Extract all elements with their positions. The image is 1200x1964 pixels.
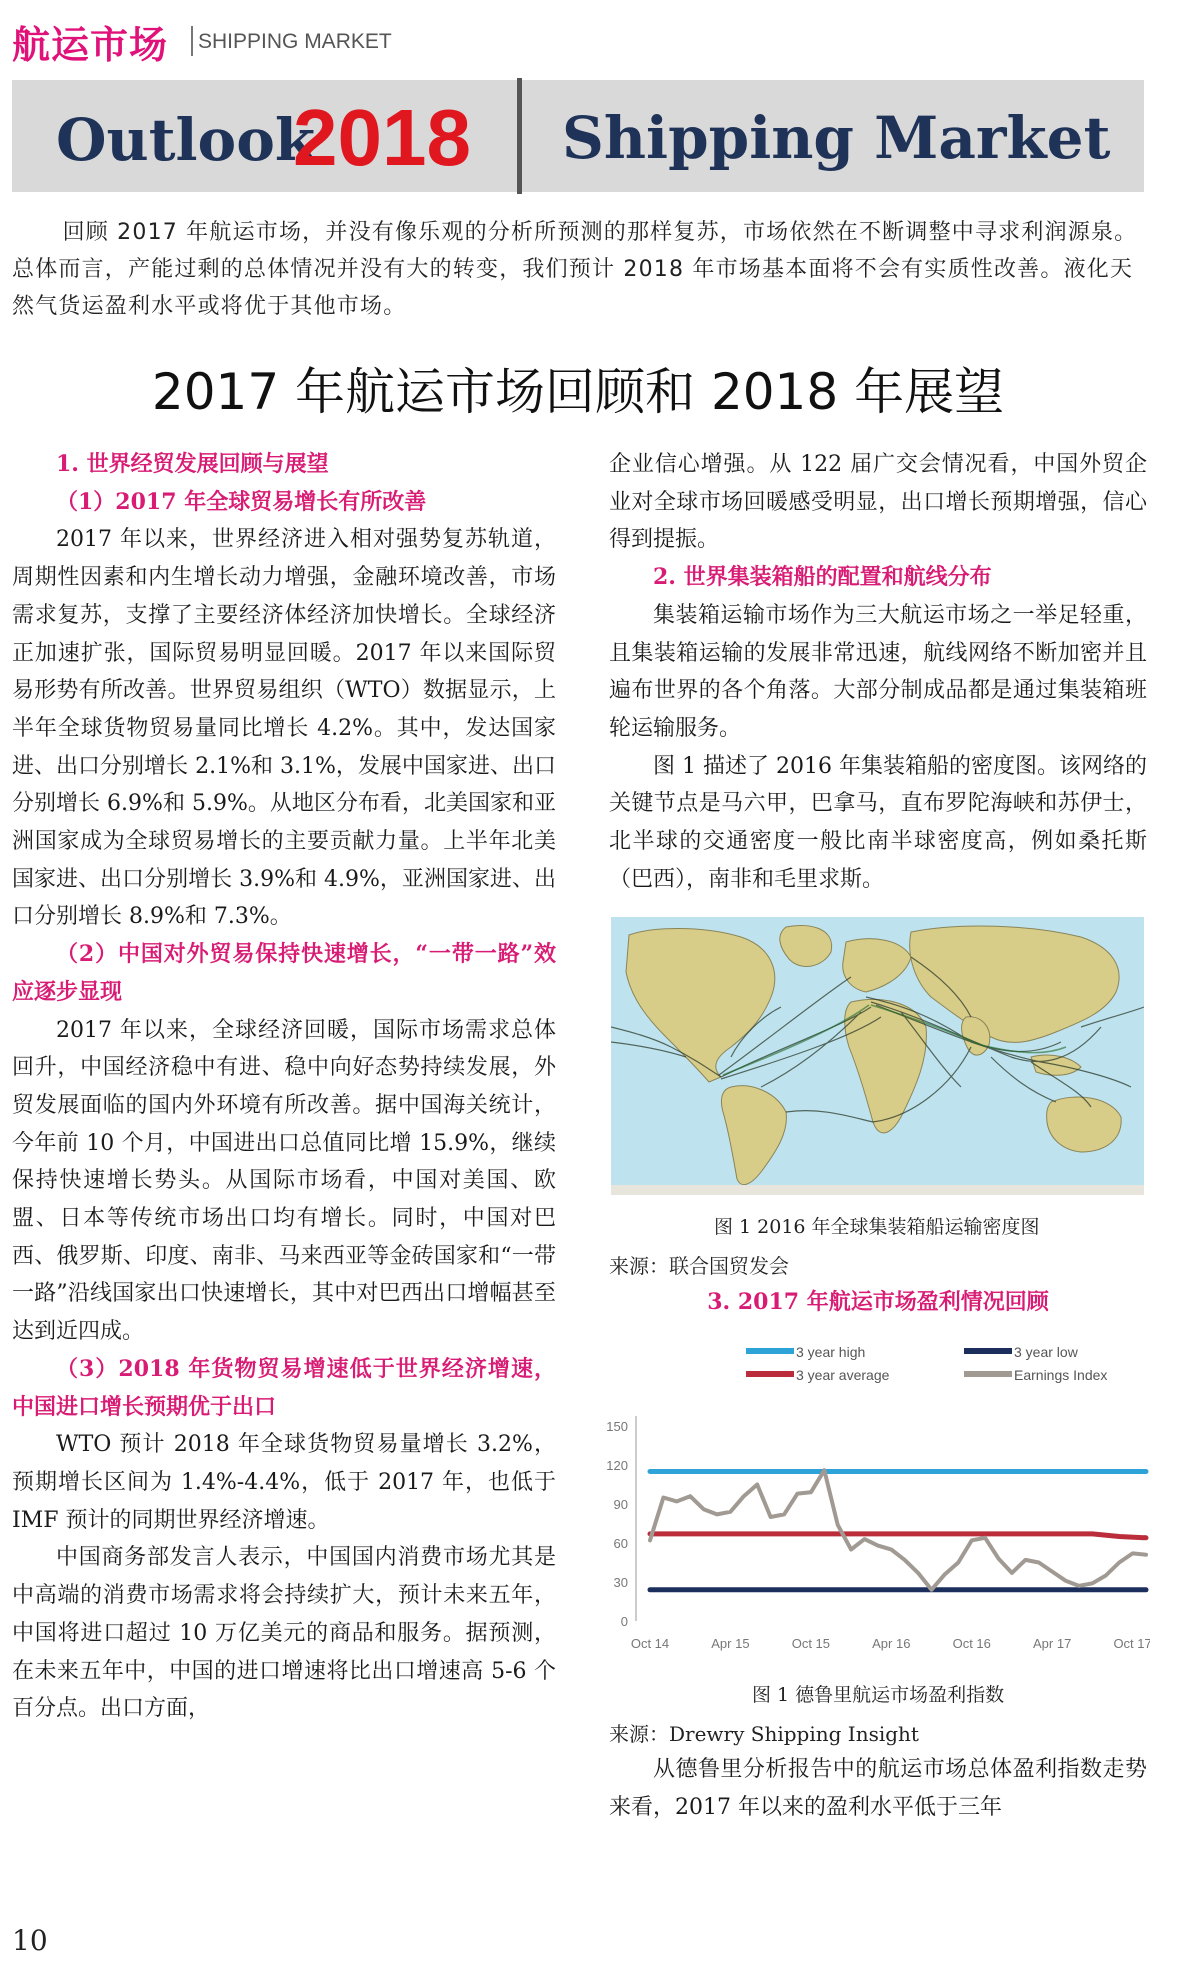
x-tick-label: Oct 17 [1113, 1636, 1150, 1651]
x-tick-label: Oct 15 [791, 1636, 831, 1651]
x-tick-label: Oct 14 [630, 1636, 670, 1651]
y-tick-label: 90 [613, 1497, 628, 1512]
paragraph: 中国商务部发言人表示，中国国内消费市场尤其是中高端的消费市场需求将会持续扩大，预计未来五年，中国将进口超过 10 万亿美元的商品和服务。据预测，在未来五年中，中国的进口增速将比出口增速高 5-6 个百分点。出口方面， [12, 1545, 556, 1722]
outlook-word: Outlook [56, 106, 316, 174]
right-column-bottom [609, 1751, 1147, 1826]
chart-source: 来源：Drewry Shipping Insight [609, 1722, 919, 1746]
paragraph: 集装箱运输市场作为三大航运市场之一举足轻重，且集装箱运输的发展非常迅速，航线网络不断加密并且遍布世界的各个角落。大部分制成品都是通过集装箱班轮运输服务。 [609, 602, 1147, 741]
header-divider [191, 26, 193, 56]
legend-label-earnings-index: Earnings Index [1014, 1367, 1108, 1383]
chart-svg [606, 1338, 1150, 1660]
container-shipping-density-map [611, 917, 1144, 1195]
paragraph: 2017 年以来，世界经济进入相对强势复苏轨道，周期性因素和内生增长动力增强，金融环境改善，市场需求复苏，支撑了主要经济体经济加快增长。全球经济正加速扩张，国际贸易明显回暖。2017 年以来国际贸易形势有所改善。世界贸易组织（WTO）数据显示，上半年全球货物贸易量同比增长 4.2%。其中，发达国家进、出口分别增长 2.1%和 3.1%，发展中国家进、出口分别增长 6.9%和 5.9%。从地区分布看，北美国家和亚洲国家成为全球贸易增长的主要贡献力量。上半年北美国家进、出口分别增长 3.9%和 4.9%，亚洲国家进、出口分别增长 8.9%和 7.3%。 [12, 527, 556, 930]
article-title: 2017 年航运市场回顾和 2018 年展望 [151, 363, 1005, 421]
banner-title: Shipping Market [562, 104, 1111, 172]
y-tick-label: 0 [620, 1614, 628, 1629]
legend-label-3-year-high: 3 year high [796, 1344, 866, 1360]
paragraph: WTO 预计 2018 年全球货物贸易量增长 3.2%，预期增长区间为 1.4%-4.4%，低于 2017 年，也低于 IMF 预计的同期世界经济增速。 [12, 1432, 556, 1533]
chart-caption: 图 1 德鲁里航运市场盈利指数 [752, 1684, 1005, 1706]
map-source: 来源：联合国贸发会 [609, 1254, 789, 1278]
y-tick-label: 120 [606, 1458, 628, 1473]
drewry-earnings-chart [606, 1338, 1150, 1660]
heading-3-block [609, 1284, 1147, 1322]
legend-label-3-year-low: 3 year low [1014, 1344, 1078, 1360]
x-tick-label: Apr 17 [1033, 1636, 1072, 1651]
paragraph: 2017 年以来，全球经济回暖，国际市场需求总体回升，中国经济稳中有进、稳中向好态势持续发展，外贸发展面临的国内外环境有所改善。据中国海关统计，今年前 10 个月，中国进出口总值同比增 15.9%，继续保持快速增长势头。从国际市场看，中国对美国、欧盟、日本等传统市场出口均有增长。同时，中国对巴西、俄罗斯、印度、南非、马来西亚等金砖国家和“一带一路”沿线国家出口快速增长，其中对巴西出口增幅甚至达到近四成。 [12, 1017, 556, 1345]
series-line-3-year-average [650, 1534, 1146, 1538]
paragraph: 企业信心增强。从 122 届广交会情况看，中国外贸企业对全球市场回暖感受明显，出口增长预期增强，信心得到提振。 [609, 452, 1147, 553]
map-caption: 图 1 2016 年全球集装箱船运输密度图 [714, 1216, 1040, 1238]
chart-legend [746, 1344, 1107, 1383]
right-column-top [609, 446, 1147, 898]
section-title-cn: 航运市场 [12, 23, 169, 67]
heading-1-1: （1）2017 年全球贸易增长有所改善 [56, 488, 427, 515]
banner-divider [517, 78, 522, 194]
chart-series [650, 1470, 1146, 1590]
heading-1-3: （3）2018 年货物贸易增速低于世界经济增速，中国进口增长预期优于出口 [12, 1355, 556, 1420]
outlook-year: 2018 [293, 93, 471, 182]
heading-2: 2. 世界集装箱船的配置和航线分布 [653, 564, 992, 591]
series-line-earnings-index [650, 1470, 1146, 1590]
y-tick-label: 60 [613, 1536, 628, 1551]
world-map-image [611, 917, 1144, 1195]
heading-3: 3. 2017 年航运市场盈利情况回顾 [707, 1289, 1049, 1315]
paragraph: 图 1 描述了 2016 年集装箱船的密度图。该网络的关键节点是马六甲，巴拿马，直布罗陀海峡和苏伊士，北半球的交通密度一般比南半球密度高，例如桑托斯（巴西），南非和毛里求斯。 [609, 753, 1147, 892]
heading-1-2: （2）中国对外贸易保持快速增长，“一带一路”效应逐步显现 [12, 941, 556, 1005]
y-tick-label: 150 [606, 1419, 628, 1434]
legend-label-3-year-average: 3 year average [796, 1367, 890, 1383]
left-column [12, 446, 556, 1728]
section-title-en: SHIPPING MARKET [198, 30, 392, 53]
x-tick-label: Apr 16 [872, 1636, 911, 1651]
page-number: 10 [12, 1924, 48, 1957]
intro-paragraph: 回顾 2017 年航运市场，并没有像乐观的分析所预测的那样复苏，市场依然在不断调整中寻求利润源泉。总体而言，产能过剩的总体情况并没有大的转变，我们预计 2018 年市场基本面将不会有实质性改善。液化天然气货运盈利水平或将优于其他市场。 [12, 220, 1138, 319]
x-tick-label: Apr 15 [711, 1636, 750, 1651]
heading-1: 1. 世界经贸发展回顾与展望 [56, 451, 329, 477]
y-tick-label: 30 [613, 1575, 628, 1590]
x-tick-label: Oct 16 [952, 1636, 991, 1651]
paragraph: 从德鲁里分析报告中的航运市场总体盈利指数走势来看，2017 年以来的盈利水平低于三年 [609, 1757, 1147, 1820]
